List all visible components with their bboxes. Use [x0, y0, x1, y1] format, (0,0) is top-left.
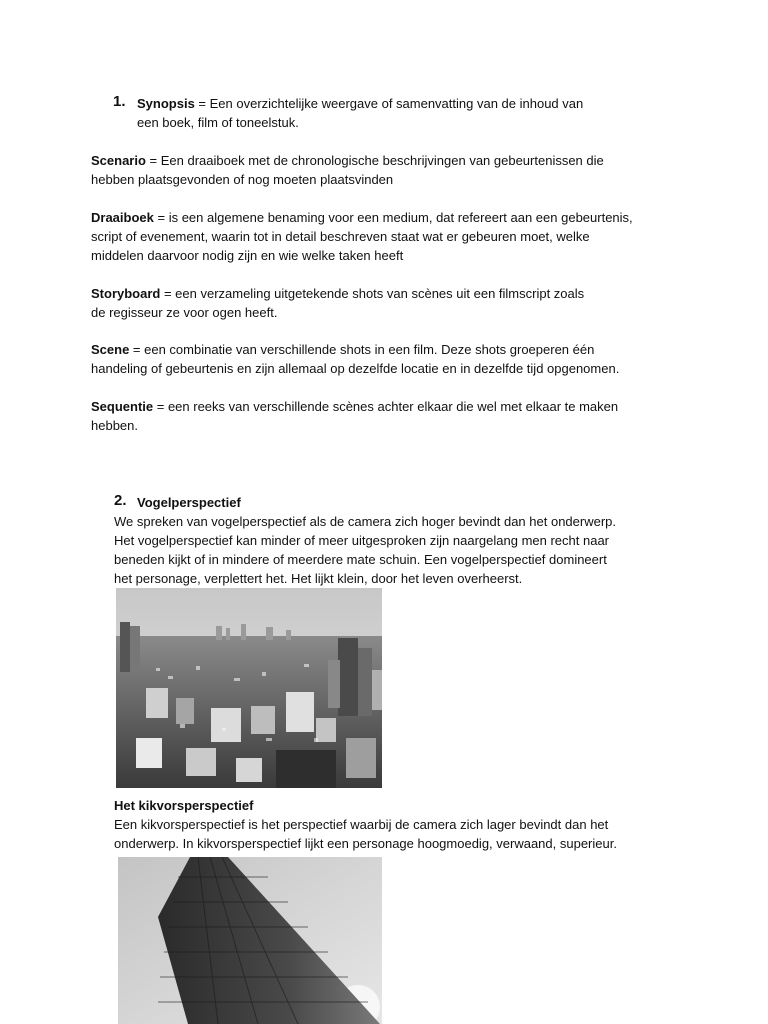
- scenario-line-1: Scenario = Een draaiboek met de chronologische beschrijvingen van gebeurtenissen die: [91, 153, 604, 168]
- sequentie-line-1: Sequentie = een reeks van verschillende scènes achter elkaar die wel met elkaar te maken: [91, 399, 619, 414]
- sequentie-term: Sequentie: [91, 399, 154, 414]
- draaiboek-line-3: middelen daarvoor nodig zijn en wie welke taken heeft: [91, 248, 404, 263]
- scenario-term: Scenario: [91, 153, 146, 168]
- scenario-line-2: hebben plaatsgevonden of nog moeten plaatsvinden: [91, 172, 394, 187]
- synopsis-line-1: Synopsis = Een overzichtelijke weergave of samenvatting van de inhoud van: [137, 96, 584, 111]
- vogel-line-3: beneden kijkt of in mindere of meerdere mate schuin. Een vogelperspectief domineert: [114, 552, 607, 567]
- scene-line-1: Scene = een combinatie van verschillende shots in een film. Deze shots groeperen één: [91, 342, 595, 357]
- vogel-line-2: Het vogelperspectief kan minder of meer uitgesproken zijn naargelang men recht naar: [114, 533, 609, 548]
- storyboard-term: Storyboard: [91, 286, 161, 301]
- synopsis-line-2: een boek, film of toneelstuk.: [137, 115, 299, 130]
- kikvors-line-2: onderwerp. In kikvorsperspectief lijkt een personage hoogmoedig, verwaand, superieur.: [114, 836, 617, 851]
- kikvors-line-1: Een kikvorsperspectief is het perspectief waarbij de camera zich lager bevindt dan het: [114, 817, 609, 832]
- section-1-number: 1.: [113, 93, 126, 110]
- kikvors-title: Het kikvorsperspectief: [114, 798, 254, 813]
- draaiboek-line-2: script of evenement, waarin tot in detail beschreven staat wat er gebeuren moet, welke: [91, 229, 590, 244]
- vogel-title: Vogelperspectief: [137, 495, 241, 510]
- synopsis-term: Synopsis: [137, 96, 195, 111]
- draaiboek-term: Draaiboek: [91, 210, 154, 225]
- tower-lowangle-photo: [118, 857, 382, 1024]
- section-2-number: 2.: [114, 492, 127, 509]
- vogel-line-1: We spreken van vogelperspectief als de camera zich hoger bevindt dan het onderwerp.: [114, 514, 616, 529]
- draaiboek-line-1: Draaiboek = is een algemene benaming voor een medium, dat refereert aan een gebeurtenis,: [91, 210, 633, 225]
- city-aerial-photo: [116, 588, 382, 788]
- sequentie-line-2: hebben.: [91, 418, 138, 433]
- scene-term: Scene: [91, 342, 130, 357]
- vogel-line-4: het personage, verplettert het. Het lijkt klein, door het leven overheerst.: [114, 571, 523, 586]
- scene-line-2: handeling of gebeurtenis en zijn allemaal op dezelfde locatie en in dezelfde tijd opgenomen.: [91, 361, 620, 376]
- storyboard-line-1: Storyboard = een verzameling uitgetekende shots van scènes uit een filmscript zoals: [91, 286, 585, 301]
- storyboard-line-2: de regisseur ze voor ogen heeft.: [91, 305, 278, 320]
